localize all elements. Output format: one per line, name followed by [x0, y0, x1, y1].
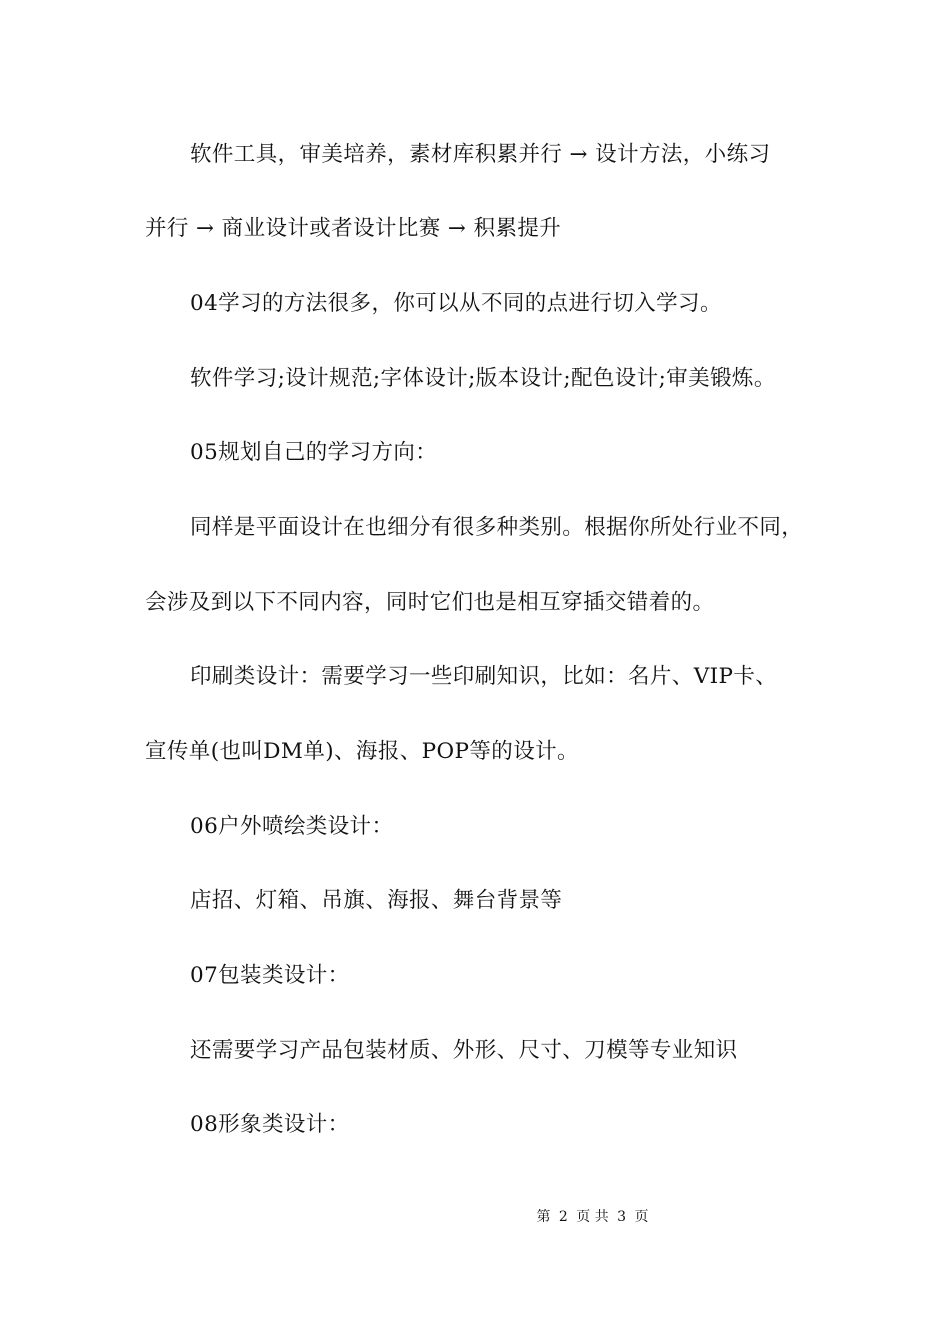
text-line-1: 软件工具，审美培养，素材库积累并行 → 设计方法，小练习	[190, 142, 771, 167]
page-footer	[0, 1208, 950, 1226]
footer-page-number: 2	[558, 1209, 568, 1225]
text-line-10: 06户外喷绘类设计：	[190, 814, 394, 839]
text-line-7: 会涉及到以下不同内容，同时它们也是相互穿插交错着的。	[145, 590, 715, 615]
text-line-2: 并行 → 商业设计或者设计比赛 → 积累提升	[145, 216, 562, 241]
text-line-12: 07包装类设计：	[190, 963, 350, 988]
text-line-4: 软件学习;设计规范;字体设计;版本设计;配色设计;审美锻炼。	[190, 366, 776, 391]
footer-prefix: 第	[536, 1209, 551, 1225]
text-line-13: 还需要学习产品包装材质、外形、尺寸、刀模等专业知识	[190, 1038, 738, 1063]
text-line-8: 印刷类设计：需要学习一些印刷知识，比如：名片、VIP卡、	[190, 664, 778, 689]
footer-middle: 页 共	[576, 1209, 609, 1225]
text-line-5: 05规划自己的学习方向：	[190, 440, 438, 465]
footer-total-pages: 3	[617, 1209, 627, 1225]
text-line-3: 04学习的方法很多，你可以从不同的点进行切入学习。	[190, 291, 722, 316]
footer-suffix: 页	[634, 1209, 649, 1225]
text-line-11: 店招、灯箱、吊旗、海报、舞台背景等	[190, 888, 563, 913]
text-line-9: 宣传单(也叫DM单)、海报、POP等的设计。	[145, 739, 579, 764]
text-line-14: 08形象类设计：	[190, 1112, 350, 1137]
text-line-6: 同样是平面设计在也细分有很多种类别。根据你所处行业不同，	[190, 515, 804, 540]
